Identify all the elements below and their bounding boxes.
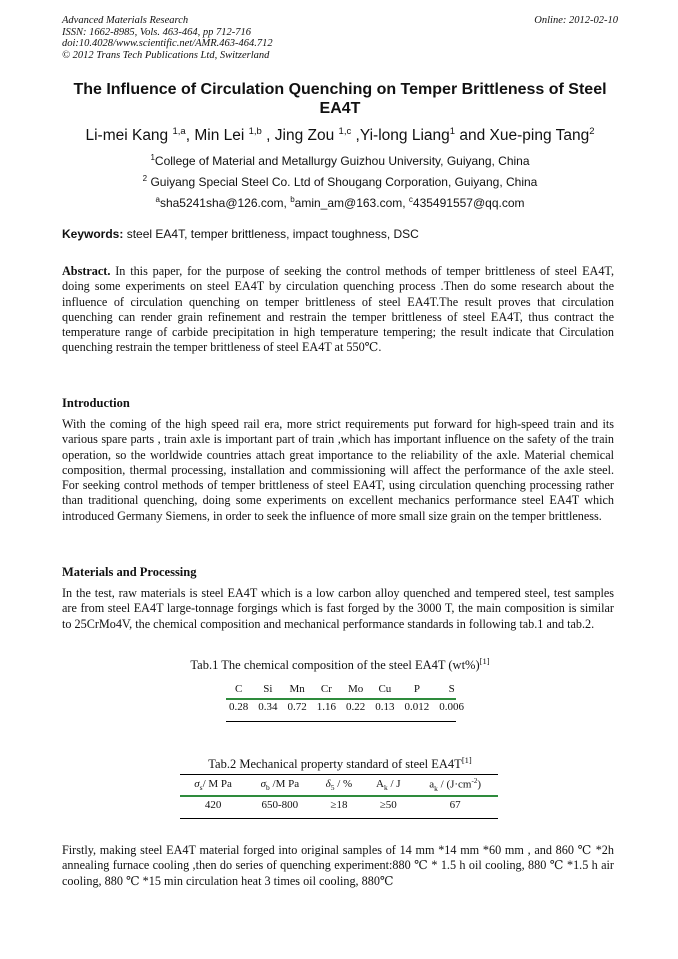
author-name: Yi-long Liang [359,127,450,145]
paper-title: The Influence of Circulation Quenching on Temper Brittleness of Steel EA4T [73,81,607,117]
table2-bottom-rule [180,818,498,819]
table1-header-cell: Cr [320,682,332,695]
table1-cell: 0.13 [375,701,395,713]
table2-caption: Tab.2 Mechanical property standard of steel EA4T[1] [208,755,472,772]
author-affiliation-mark: 1,b [248,126,262,137]
affiliation-mark: 2 [142,174,148,183]
table1-cell: 0.22 [346,701,366,713]
email-line: $^a$sha5241sha@126.com, $^b$amin_am@163.com, $^c$435491557@qq.com [155,195,525,210]
table1-cell: 0.012 [404,701,430,713]
copyright-line: © 2012 Trans Tech Publications Ltd, Switzerland [62,49,270,61]
author-affiliation-mark: 1,a [172,126,186,137]
author-name: Xue-ping Tang [489,127,590,145]
affiliation-2 [62,171,618,190]
table2-top-rule [180,774,498,775]
body-paragraph: Firstly, making steel EA4T material forged into original samples of 14 mm *14 mm *60 mm , and 860 ℃ *2h annealing furnace cooling ,then do series of quenching experiment:880 ℃ * 1.5 h oil cooling, 880 ℃ *1.5 h air cooling, 880 ℃ *15 min circulation heat 3 times oil cooling, 880℃ [62,843,614,888]
table2-header-row [180,776,498,794]
table1 [224,680,469,717]
table1-header-cell: C [234,682,243,695]
table1-ref: [1] [479,656,490,666]
table2-cell: ≥50 [379,799,397,811]
online-date: Online: 2012-02-10 [534,15,618,26]
table1-cell: 1.16 [316,701,336,713]
abstract [62,264,614,356]
section-heading-materials: Materials and Processing [62,565,197,579]
table1-header-cell: P [413,682,420,695]
author-name: Jing Zou [274,127,335,145]
keywords-text: steel EA4T, temper brittleness, impact toughness, DSC [126,227,419,241]
running-header [62,15,618,61]
abstract-label: Abstract. [62,264,111,278]
materials-text: In the test, raw materials is steel EA4T which is a low carbon alloy quenched and tempered steel, test samples are from steel EA4T large-tonnage forgings which is fast forged by the 3000 T, the main composition is similar to 25CrMo4V, the chemical composition and mechanical performance standards in following tab.1 and tab.2. [62,586,614,631]
table2-cell: 650-800 [261,799,299,811]
affiliation-mark: 1 [150,153,155,162]
doi-line: doi:10.4028/www.scientific.net/AMR.463-464.712 [62,38,273,49]
abstract-text: In this paper, for the purpose of seeking the control methods of temper brittleness of steel EA4T, doing some experiments on steel EA4T by circulation quenching process .Then do some research about the influence of circulation quenching on temper brittleness of steel EA4T.The result proves that circulation quenching can render grain refinement and restrain the temper brittleness of steel EA4T, thus contract the temperature range of carbide precipitation in high temperature tempering; the result indicate that Circulation quenching restrain the temper brittleness of steel EA4T at 550℃. [62,264,614,355]
section-heading-introduction: Introduction [62,396,130,410]
table1-cell: 0.34 [258,701,278,713]
table1-header-cell: Mo [347,682,364,695]
affiliation-text: College of Material and Metallurgy Guizhou University, Guiyang, China [154,154,530,168]
journal-name: Advanced Materials Research [62,15,189,26]
author-list: Li-mei Kang $^{1,a}$, Min Lei $^{1,b}$ , Jing Zou $^{1,c}$ ,Yi-long Liang$^1$ and Xue-ping Tang$^2$ [85,126,595,145]
table1-value-row [224,697,469,717]
table1-header-cell: Mn [289,682,305,695]
affiliation-1 [62,150,618,169]
table2-header-cell: $\sigma_s/$ M Pa [194,777,232,793]
author-name: Min Lei [194,127,245,145]
table1-header-cell: Si [263,682,273,695]
table1-cell: 0.72 [287,701,307,713]
table1-caption: Tab.1 The chemical composition of the steel EA4T (wt%)[1] [190,656,490,673]
author-name: Li-mei Kang [85,127,169,145]
email-a: sha5241sha@126.com [159,196,284,210]
keywords-label: Keywords: [62,227,124,241]
table2-header-cell: $\delta_5$ / % [325,777,353,793]
table1-header-cell: Cu [378,682,392,695]
table1-bottom-rule [226,721,456,722]
email-b: amin_am@163.com [294,196,403,210]
table2-header-cell: $A_k$ / J [376,777,401,793]
table2-cell: 420 [204,799,222,811]
table1-header-row [224,680,469,697]
author-affiliation-mark: 1,c [338,126,352,137]
author-affiliation-mark: 2 [589,126,595,137]
keywords [62,227,618,242]
table2-value-row [180,794,498,816]
table1-cell: 0.28 [229,701,249,713]
table1-header-cell: S [448,682,455,695]
table2 [180,776,498,816]
table2-cell: ≥18 [330,799,348,811]
table2-ref: [1] [461,755,472,765]
table1-cell: 0.006 [439,701,464,713]
author-affiliation-mark: 1 [449,126,456,137]
email-c: 435491557@qq.com [412,196,525,210]
table2-header-cell: $\sigma_b$ /M Pa [260,777,300,793]
table2-cell: 67 [449,799,461,811]
issn-line: ISSN: 1662-8985, Vols. 463-464, pp 712-716 [62,26,251,38]
affiliation-text: Guiyang Special Steel Co. Ltd of Shougang Corporation, Guiyang, China [150,175,538,189]
table2-header-cell: $a_k / (J\cdot cm^{-2})$ [429,777,482,793]
introduction-text: With the coming of the high speed rail era, more strict requirements put forward for high-speed train and its various spare parts , train axle is important part of train ,which has important influence on the safety of the train operation, so the worldwide countries attach great importance to the reliability of the axle. Material chemical composition, thermal processing, installation and commissioning will affect the performance of the axle steel. For seeking control methods of temper brittleness of steel EA4T, using circulation quenching processing rather than traditional quenching, doing some experiments on excellent mechanics performance steel EA4T which introduced Germany Siemens, in order to seek the influence of more small size grain on the temper brittleness. [62,417,614,523]
